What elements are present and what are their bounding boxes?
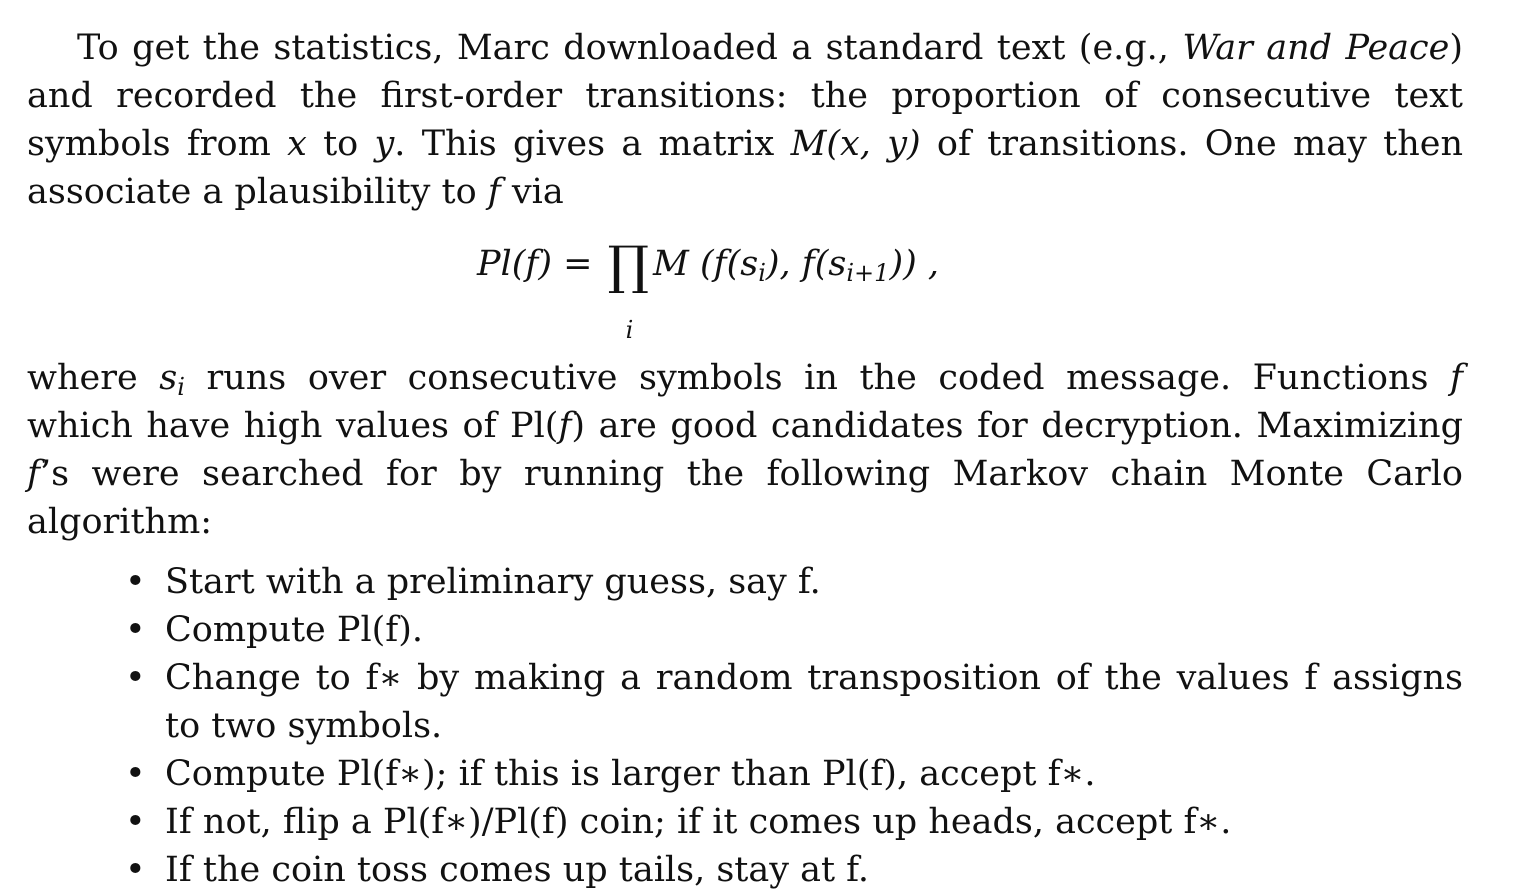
paragraph-explanation xyxy=(27,354,1463,546)
bullet-icon: • xyxy=(125,610,146,650)
equation-rhs: M (f(s xyxy=(653,244,759,284)
text-segment: To get the statistics, Marc downloaded a standard text (e.g., xyxy=(77,28,1183,68)
math-var: s xyxy=(159,358,178,398)
book-title: War and Peace xyxy=(1182,28,1450,68)
text-segment: ) are good candidates for decryption. Maximizing xyxy=(571,406,1464,446)
math-var: f xyxy=(1450,358,1463,398)
text-segment: runs over consecutive symbols in the coded message. Functions xyxy=(184,358,1451,398)
equation-rhs: )) , xyxy=(889,244,939,284)
list-item xyxy=(125,558,1463,606)
math-matrix: M(x, y) xyxy=(790,124,921,164)
bullet-icon: • xyxy=(125,850,146,890)
text-segment: ’s were searched for by running the following Markov chain Monte Carlo algorithm: xyxy=(27,454,1463,542)
document-page xyxy=(27,24,1463,894)
product-operator: ∏ xyxy=(607,236,649,296)
product-symbol xyxy=(607,236,649,344)
text-segment: which have high values of Pl( xyxy=(27,406,559,446)
math-var: y xyxy=(374,124,395,164)
list-item xyxy=(125,606,1463,654)
list-item xyxy=(125,798,1463,846)
list-item xyxy=(125,750,1463,798)
list-item xyxy=(125,846,1463,894)
product-index: i xyxy=(625,316,634,344)
bullet-icon: • xyxy=(125,802,146,842)
step-text: If the coin toss comes up tails, stay at f. xyxy=(165,850,870,890)
math-var: f xyxy=(27,454,40,494)
math-var: f xyxy=(487,172,501,212)
text-segment: via xyxy=(500,172,564,212)
text-segment: of transitions. One may then associate a plausibility to xyxy=(27,124,1463,212)
text-segment: where xyxy=(27,358,160,398)
subscript: i+1 xyxy=(846,259,890,287)
step-text: If not, flip a Pl(f∗)/Pl(f) coin; if it comes up heads, accept f∗. xyxy=(165,802,1232,842)
subscript: i xyxy=(758,259,766,287)
bullet-icon: • xyxy=(125,754,146,794)
text-segment: . This gives a matrix xyxy=(394,124,791,164)
bullet-icon: • xyxy=(125,562,146,602)
math-var: x xyxy=(287,124,307,164)
display-equation xyxy=(27,216,1463,354)
equation-lhs: Pl(f) = xyxy=(477,244,593,284)
plausibility-formula xyxy=(477,236,939,344)
math-var: f xyxy=(558,406,572,446)
step-text: Compute Pl(f). xyxy=(165,610,424,650)
bullet-icon: • xyxy=(125,658,146,698)
step-text: Compute Pl(f∗); if this is larger than Pl(f), accept f∗. xyxy=(165,754,1096,794)
step-text: Start with a preliminary guess, say f. xyxy=(165,562,821,602)
list-item xyxy=(125,654,1463,750)
equation-rhs: ), f(s xyxy=(765,244,847,284)
text-segment: to xyxy=(306,124,375,164)
step-text: Change to f∗ by making a random transposition of the values f assigns to two symbols. xyxy=(165,658,1463,746)
paragraph-intro xyxy=(27,24,1463,216)
subscript: i xyxy=(177,373,185,401)
text-segment: ) and recorded the first-order transitions: the proportion of consecutive text symbols from xyxy=(27,28,1464,164)
algorithm-steps xyxy=(27,558,1463,894)
